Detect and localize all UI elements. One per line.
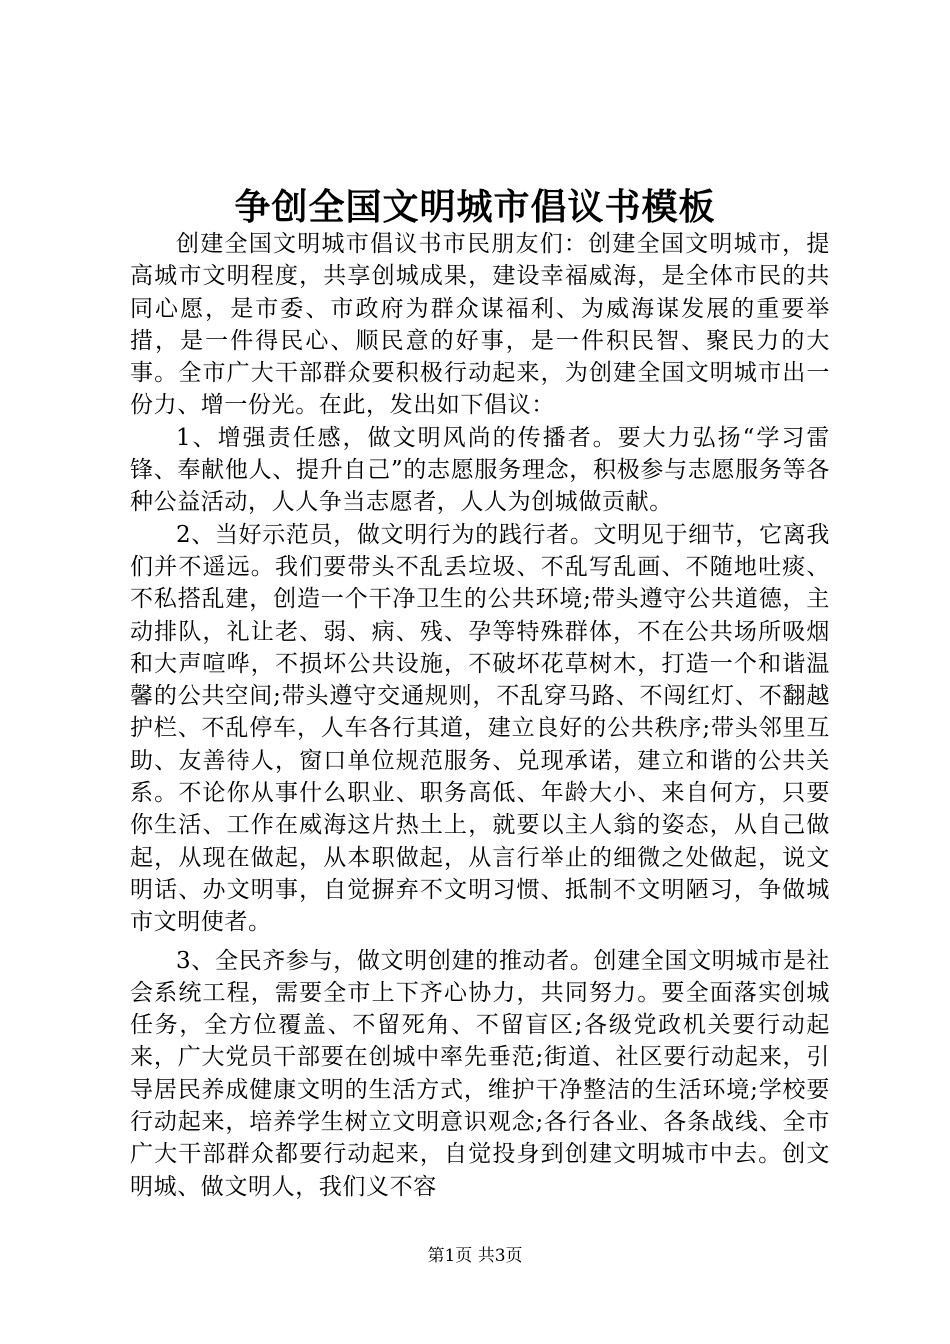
paragraph-item-2: 2、当好示范员，做文明行为的践行者。文明见于细节，它离我们并不遥远。我们要带头不乱丢垃圾、不乱写乱画、不随地吐痰、不私搭乱建，创造一个干净卫生的公共环境;带头遵守公共道德，主动排队，礼让老、弱、病、残、孕等特殊群体，不在公共场所吸烟和大声喧哗，不损坏公共设施，不破坏花草树木，打造一个和谐温馨的公共空间;带头遵守交通规则，不乱穿马路、不闯红灯、不翻越护栏、不乱停车，人车各行其道，建立良好的公共秩序;带头邻里互助、友善待人，窗口单位规范服务、兑现承诺，建立和谐的公共关系。不论你从事什么职业、职务高低、年龄大小、来自何方，只要你生活、工作在威海这片热土上，就要以主人翁的姿态，从自己做起，从现在做起，从本职做起，从言行举止的细微之处做起，说文明话、办文明事，自觉摒弃不文明习惯、抵制不文明陋习，争做城市文明使者。 bbox=[130, 521, 830, 936]
paragraph-intro: 创建全国文明城市倡议书市民朋友们：创建全国文明城市，提高城市文明程度，共享创城成果，建设幸福威海，是全体市民的共同心愿，是市委、市政府为群众谋福利、为威海谋发展的重要举措，是一件得民心、顺民意的好事，是一件积民智、聚民力的大事。全市广大干部群众要积极行动起来，为创建全国文明城市出一份力、增一份光。在此，发出如下倡议： bbox=[130, 231, 830, 419]
document-body bbox=[130, 228, 830, 1203]
paragraph-item-1: 1、增强责任感，做文明风尚的传播者。要大力弘扬“学习雷锋、奉献他人、提升自己”的志愿服务理念，积极参与志愿服务等各种公益活动，人人争当志愿者，人人为创城做贡献。 bbox=[130, 424, 830, 516]
document-title: 争创全国文明城市倡议书模板 bbox=[234, 187, 716, 228]
page-number-footer: 第1页 共3页 bbox=[427, 1246, 523, 1266]
paragraph-item-3: 3、全民齐参与，做文明创建的推动者。创建全国文明城市是社会系统工程，需要全市上下齐心协力，共同努力。要全面落实创城任务，全方位覆盖、不留死角、不留盲区;各级党政机关要行动起来，广大党员干部要在创城中率先垂范;街道、社区要行动起来，引导居民养成健康文明的生活方式，维护干净整洁的生活环境;学校要行动起来，培养学生树立文明意识观念;各行各业、各条战线、全市广大干部群众都要行动起来，自觉投身到创建文明城市中去。创文明城、做文明人，我们义不容 bbox=[130, 947, 830, 1200]
